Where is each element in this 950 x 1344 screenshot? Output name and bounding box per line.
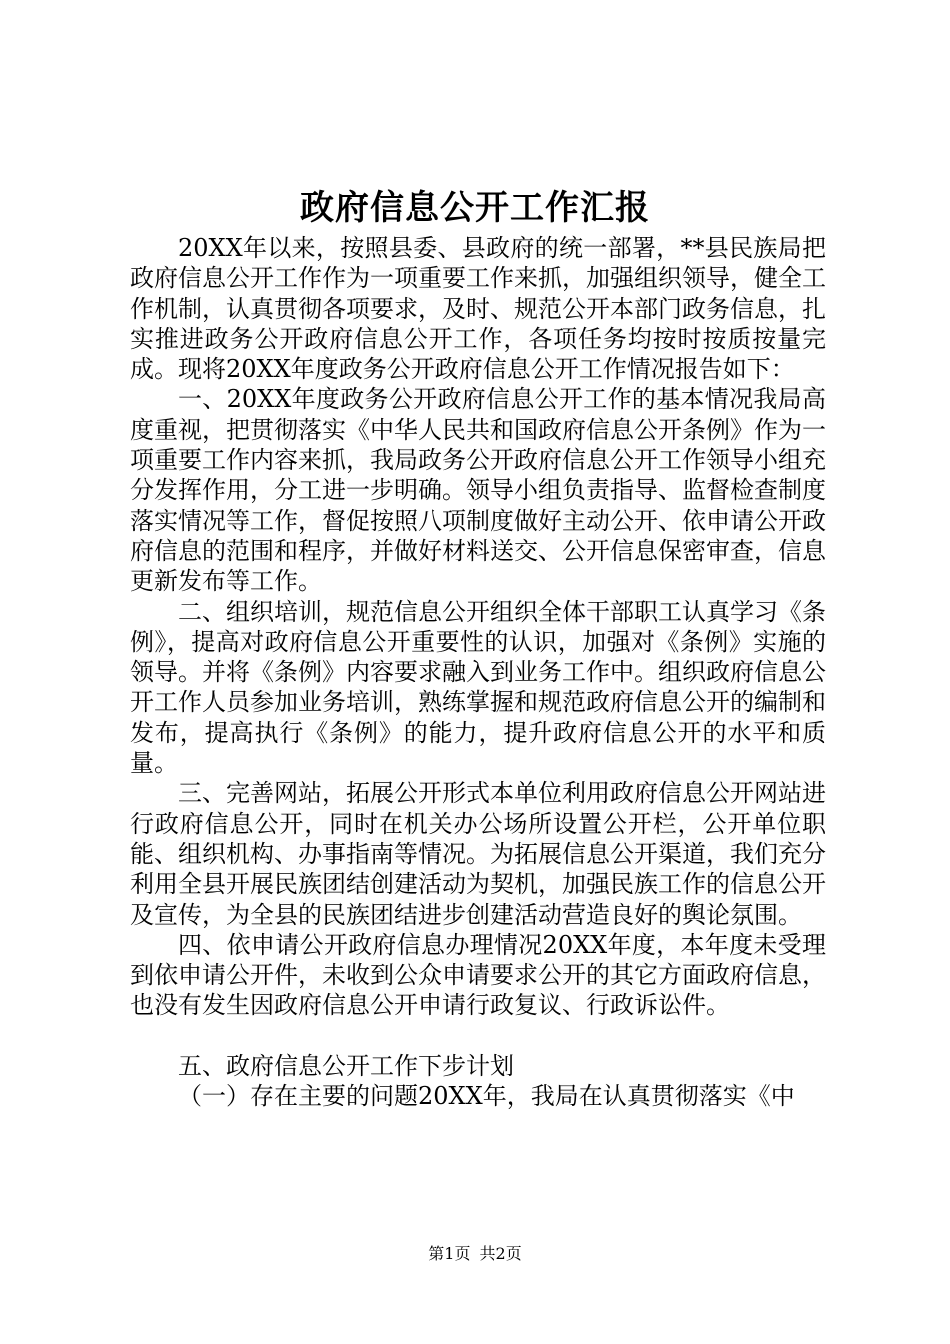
paragraph-section-2: 二、组织培训，规范信息公开组织全体干部职工认真学习《条例》，提高对政府信息公开重要性的认识，加强对《条例》实施的领导。并将《条例》内容要求融入到业务工作中。组织政府信息公开工作人员参加业务培训，熟练掌握和规范政府信息公开的编制和发布，提高执行《条例》的能力，提升政府信息公开的水平和质量。 [130, 597, 826, 778]
paragraph-section-3: 三、完善网站，拓展公开形式本单位利用政府信息公开网站进行政府信息公开，同时在机关办公场所设置公开栏，公开单位职能、组织机构、办事指南等情况。为拓展信息公开渠道，我们充分利用全县开展民族团结创建活动为契机，加强民族工作的信息公开及宣传，为全县的民族团结进步创建活动营造良好的舆论氛围。 [130, 779, 826, 929]
paragraph-intro: 20XX年以来，按照县委、县政府的统一部署，**县民族局把政府信息公开工作作为一项重要工作来抓，加强组织领导，健全工作机制，认真贯彻各项要求，及时、规范公开本部门政务信息，扎实推进政务公开政府信息公开工作，各项任务均按时按质按量完成。现将20XX年度政务公开政府信息公开工作情况报告如下： [130, 234, 826, 384]
paragraph-section-5-item-1: （一）存在主要的问题20XX年，我局在认真贯彻落实《中 [178, 1082, 795, 1111]
paragraph-section-5-heading: 五、政府信息公开工作下步计划 [178, 1051, 514, 1080]
paragraph-section-4: 四、依申请公开政府信息办理情况20XX年度，本年度未受理到依申请公开件，未收到公众申请要求公开的其它方面政府信息，也没有发生因政府信息公开申请行政复议、行政诉讼件。 [130, 930, 826, 1020]
document-body [130, 233, 826, 1111]
page-footer: 第1页 共2页 [428, 1244, 522, 1263]
paragraph-section-1: 一、20XX年度政务公开政府信息公开工作的基本情况我局高度重视，把贯彻落实《中华人民共和国政府信息公开条例》作为一项重要工作内容来抓，我局政务公开政府信息公开工作领导小组充分发挥作用，分工进一步明确。领导小组负责指导、监督检查制度落实情况等工作，督促按照八项制度做好主动公开、依申请公开政府信息的范围和程序，并做好材料送交、公开信息保密审查，信息更新发布等工作。 [130, 385, 826, 596]
document-title: 政府信息公开工作汇报 [300, 188, 650, 228]
